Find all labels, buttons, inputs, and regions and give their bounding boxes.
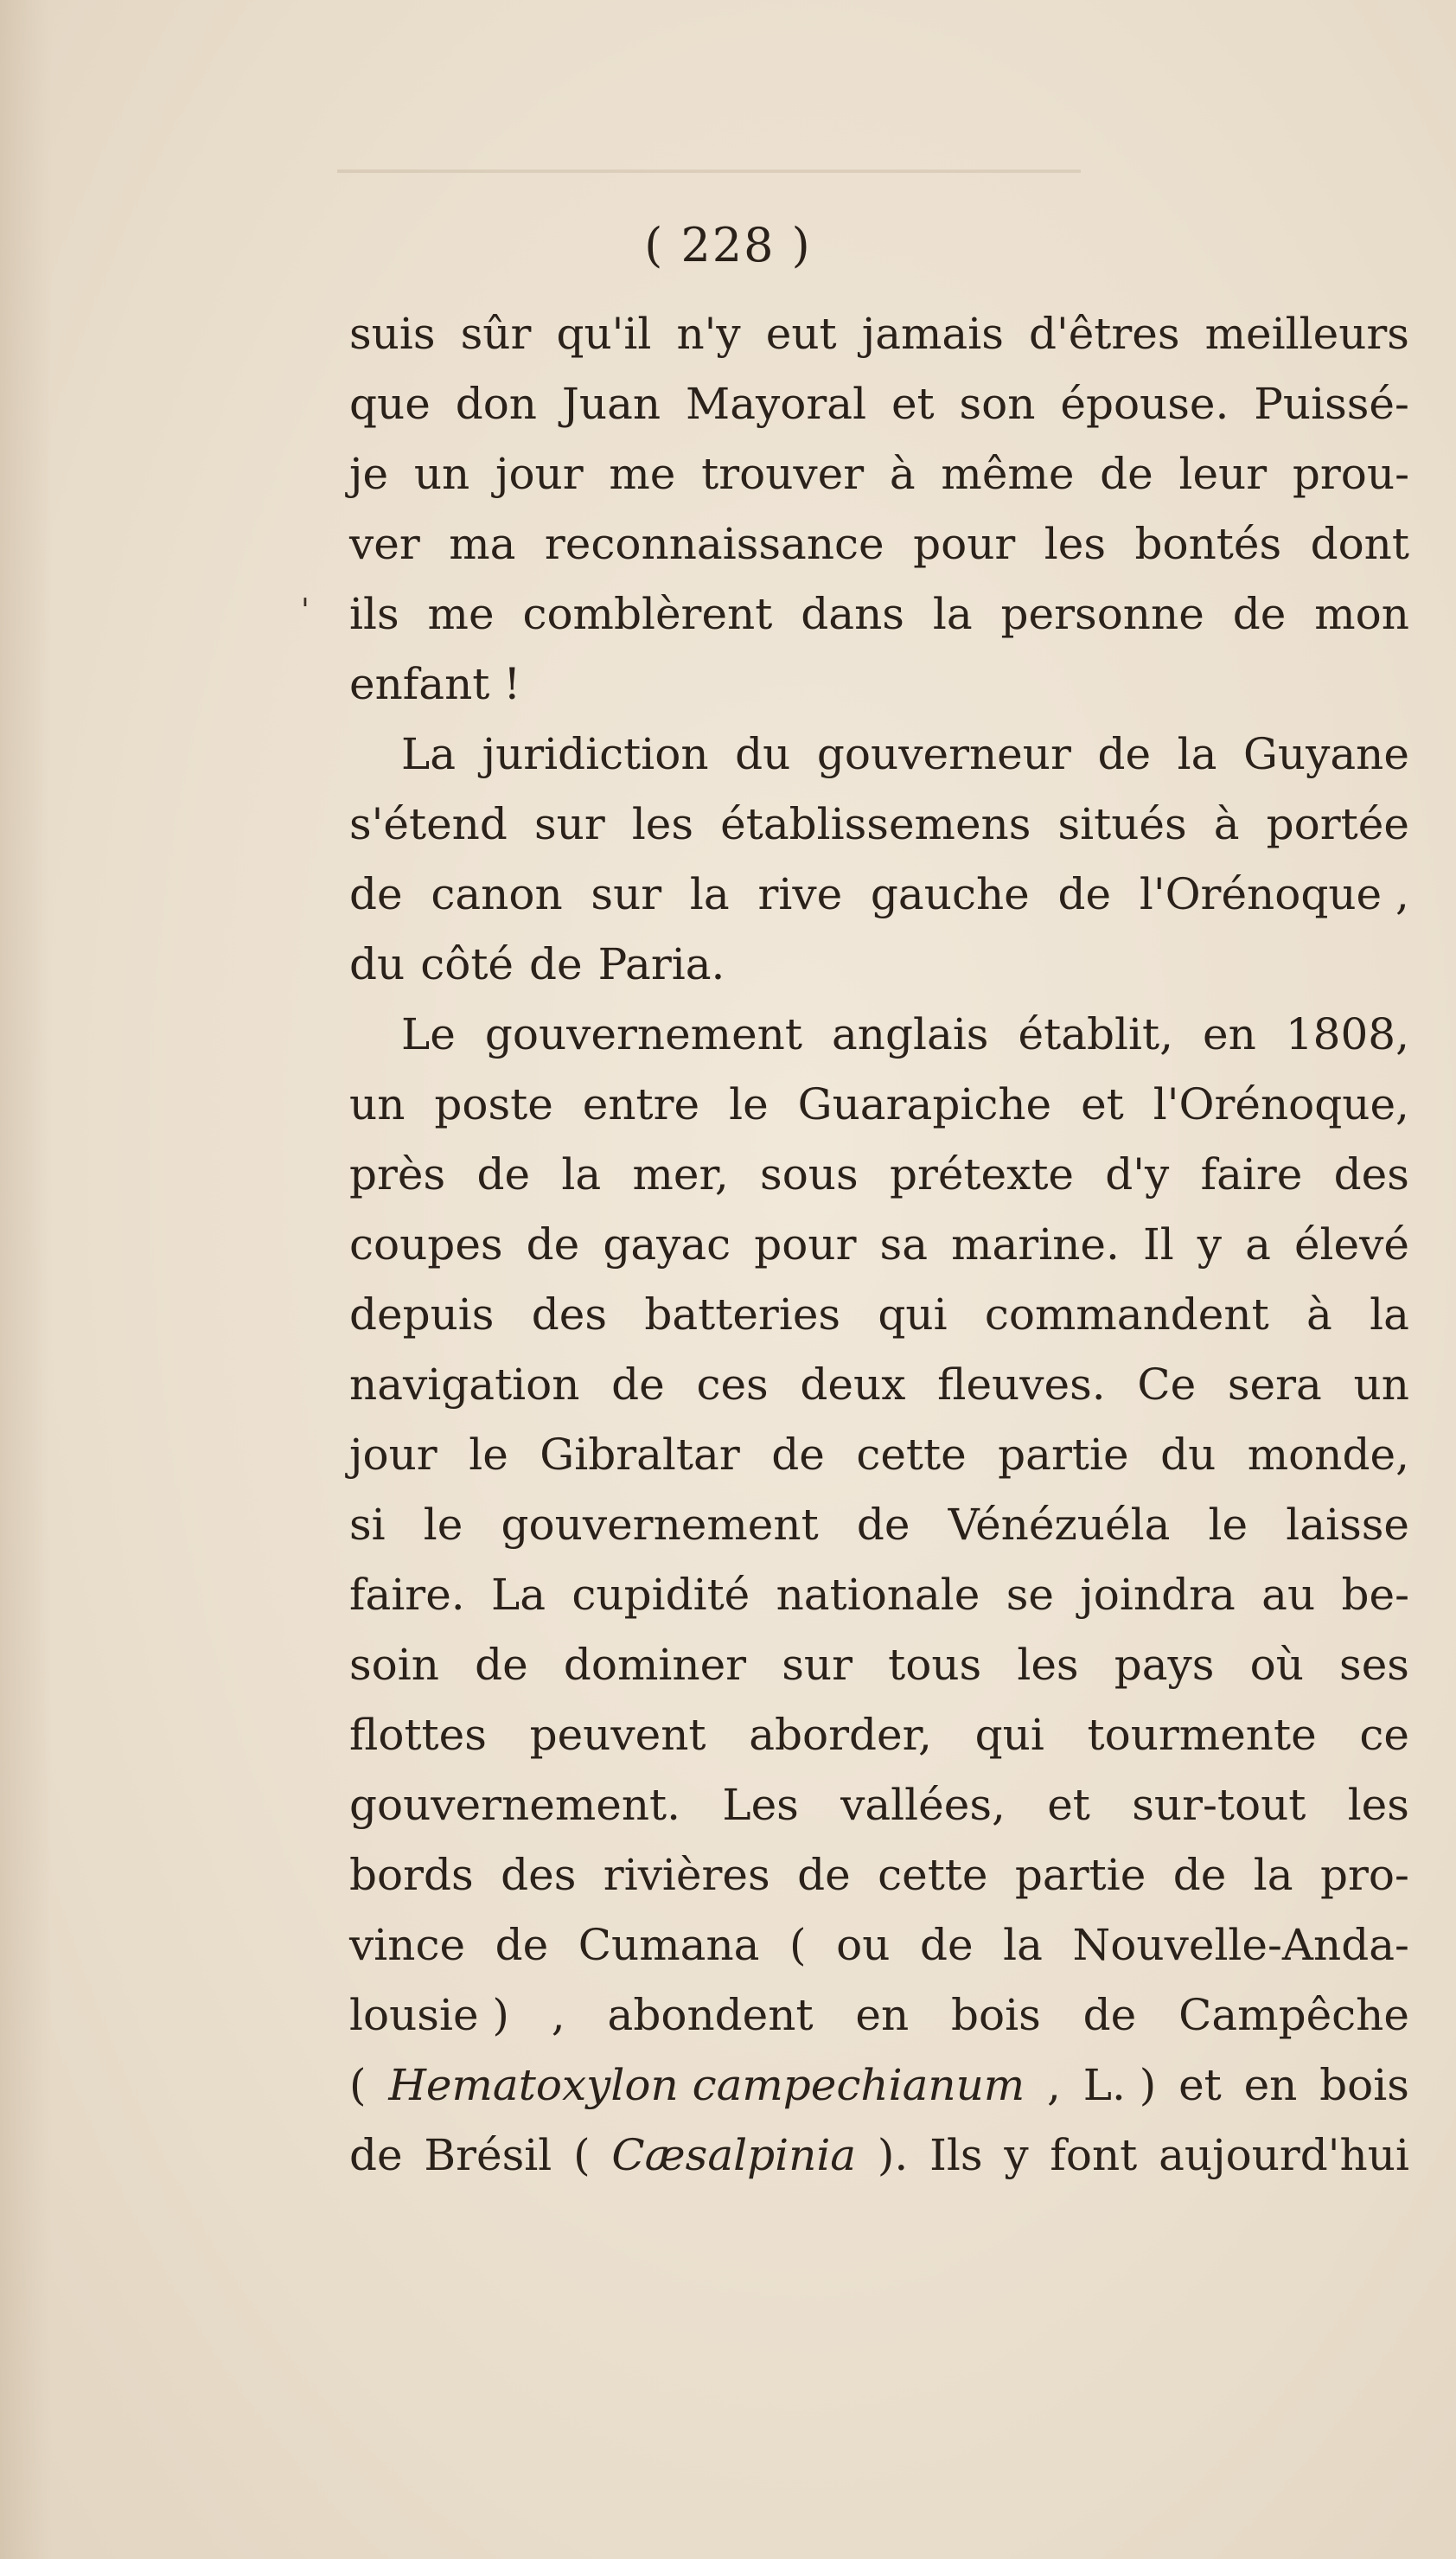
word: Brésil [424,2130,552,2180]
word: la [1253,1850,1293,1900]
word: ils [349,589,399,639]
word: la [1177,729,1217,779]
word: cupidité [572,1570,750,1620]
word: en [855,1990,910,2040]
word: sur [591,869,662,919]
word: Guarapiche [797,1079,1052,1129]
word: comblèrent [522,589,773,639]
word: rivières [603,1850,770,1900]
word: eut [765,309,837,359]
page-edge-shadow [0,0,52,2559]
word: ces [696,1359,769,1410]
word: portée [1266,799,1409,849]
word: ( [349,2060,367,2110]
word: de [495,1920,549,1970]
word: batteries [644,1289,841,1340]
word: en [1203,1009,1256,1059]
word: Campêche [1178,1990,1409,2040]
word: la [932,589,973,639]
word: bords [349,1850,474,1900]
word: mon [1314,589,1409,639]
word: de [771,1430,825,1480]
word: de [349,869,403,919]
word: Il [1142,1219,1174,1270]
word: flottes [349,1710,487,1760]
word: Le [401,1009,456,1059]
word: côté [420,939,514,989]
word: le [469,1430,508,1480]
word: à [889,449,916,499]
word: et [1081,1079,1124,1129]
word: de [1082,1990,1137,2040]
word: un [1353,1359,1409,1410]
word: joindra [1080,1570,1236,1620]
word: cette [856,1430,967,1480]
word: 1808, [1285,1009,1409,1059]
word: d'y [1105,1149,1170,1200]
text-line [349,649,1409,720]
word: entre [582,1079,700,1129]
word: de [1232,589,1287,639]
word: tourmente [1087,1710,1317,1760]
word: établit, [1018,1009,1173,1059]
word: bontés [1134,519,1282,569]
word: au [1261,1570,1316,1620]
word: gayac [603,1219,731,1270]
word: dont [1310,519,1409,569]
word: les [631,799,694,849]
word: un [413,449,470,499]
text-line [349,1630,1409,1700]
word: vince [349,1920,466,1970]
word: juridiction [482,729,709,779]
word: , [1047,2060,1061,2110]
word: La [491,1570,546,1620]
word: le [1208,1500,1248,1550]
word: ses [1339,1640,1409,1690]
text-line [349,1420,1409,1490]
word: sur [782,1640,853,1690]
word: vallées, [840,1780,1006,1830]
word: de [856,1500,910,1550]
word: bois [1319,2060,1409,2110]
word: , [551,1990,565,2040]
word: abondent [607,1990,814,2040]
word: trouver [701,449,865,499]
word: gouverneur [816,729,1071,779]
word: la [561,1149,602,1200]
word: situés [1057,799,1187,849]
word: qui [974,1710,1044,1760]
word: ce [1359,1710,1409,1760]
word: du [735,729,791,779]
text-line [349,369,1409,439]
word: pro- [1320,1850,1409,1900]
word: marine. [951,1219,1120,1270]
word: poste [434,1079,553,1129]
word: coupes [349,1219,503,1270]
word: Les [722,1780,799,1830]
word: leur [1178,449,1268,499]
text-line [349,720,1409,790]
word: anglais [832,1009,989,1059]
word: y [1004,2130,1029,2180]
word: à [1306,1289,1332,1340]
word: des [1333,1149,1409,1200]
word: Vénézuéla [948,1500,1171,1550]
word: Ce [1137,1359,1197,1410]
word: sera [1227,1359,1322,1410]
margin-mark: ' [301,593,310,629]
text-line [349,2121,1409,2191]
word: be- [1341,1570,1409,1620]
word: rive [757,869,843,919]
word: a [1245,1219,1271,1270]
word: la [1370,1289,1409,1340]
word: de [1057,869,1112,919]
word: partie [1014,1850,1146,1900]
word: partie [998,1430,1129,1480]
word: qu'il [556,309,652,359]
word: pays [1114,1640,1215,1690]
word: ma [449,519,516,569]
word: la [1003,1920,1043,1970]
word: Cumana [578,1920,760,1970]
word: la [689,869,730,919]
word: dominer [563,1640,747,1690]
word: si [349,1500,386,1550]
word: le [729,1079,769,1129]
text-line [349,1070,1409,1140]
word: aujourd'hui [1159,2130,1409,2180]
text-line [349,1490,1409,1560]
word: épouse. [1060,379,1229,429]
word: même [941,449,1075,499]
word: des [501,1850,577,1900]
text-line [349,790,1409,860]
word: gouvernement. [349,1780,681,1830]
word: de [1100,449,1153,499]
word: d'êtres [1028,309,1180,359]
word: deux [800,1359,906,1410]
word: navigation [349,1359,580,1410]
word: Juan [561,379,661,429]
word: où [1249,1640,1304,1690]
word: faire. [349,1570,465,1620]
word: prétexte [889,1149,1074,1200]
word: les [1044,519,1106,569]
page-number: ( 228 ) [644,218,812,272]
word: dans [801,589,904,639]
word: Ils [929,2130,983,2180]
word: Nouvelle-Anda- [1072,1920,1409,1970]
top-smudge-rule [337,170,1081,173]
word: tous [888,1640,982,1690]
word: gouvernement [501,1500,819,1550]
word: L. ) [1082,2060,1157,2110]
word: soin [349,1640,439,1690]
word: laisse [1286,1500,1409,1550]
word: sous [760,1149,859,1200]
word: cette [878,1850,988,1900]
word: établissemens [720,799,1031,849]
word: gauche [870,869,1030,919]
word: de [349,2130,403,2180]
word: de [475,1640,528,1690]
word: de [1172,1850,1227,1900]
text-line [349,299,1409,369]
word: de [476,1149,531,1200]
word: en [1243,2060,1298,2110]
word: de [529,939,583,989]
word: Gibraltar [540,1430,740,1480]
word: Cæsalpinia [611,2130,857,2180]
text-line [349,439,1409,509]
word: personne [1000,589,1204,639]
text-line [349,2050,1409,2121]
word: pour [754,1219,857,1270]
word: sa [879,1219,929,1270]
word: ou [836,1920,891,1970]
text-line [349,509,1409,579]
text-line [349,1980,1409,2050]
word: du [1160,1430,1217,1480]
text-line [349,860,1409,930]
word: les [1347,1780,1409,1830]
word: bois [951,1990,1041,2040]
text-line [349,1560,1409,1630]
body-text [349,299,1409,2191]
word: enfant ! [349,659,521,709]
word: Guyane [1242,729,1409,779]
word: à [1213,799,1240,849]
word: que [349,379,431,429]
text-line [349,1770,1409,1840]
word: ( [789,1920,807,1970]
word: du [349,939,406,989]
word: me [427,589,495,639]
word: commandent [984,1289,1269,1340]
word: Hematoxylon campechianum [388,2060,1025,2110]
text-line [349,930,1409,1000]
word: l'Orénoque , [1139,869,1409,919]
word: depuis [349,1289,495,1340]
word: monde, [1247,1430,1409,1480]
word: des [531,1289,608,1340]
word: nationale [776,1570,980,1620]
word: qui [878,1289,948,1340]
word: se [1006,1570,1054,1620]
word: n'y [676,309,741,359]
word: et [1047,1780,1090,1830]
word: le [423,1500,463,1550]
word: gouvernement [484,1009,802,1059]
word: fleuves. [937,1359,1106,1410]
text-line [349,1210,1409,1280]
word: de [526,1219,580,1270]
word: me [609,449,676,499]
word: prou- [1292,449,1409,499]
word: faire [1200,1149,1303,1200]
text-line [349,1700,1409,1770]
word: y [1197,1219,1223,1270]
word: meilleurs [1204,309,1409,359]
word: de [1097,729,1152,779]
word: jour [349,1430,437,1480]
text-line [349,1840,1409,1910]
word: jour [495,449,584,499]
word: ( [573,2130,591,2180]
word: ). [877,2130,909,2180]
text-line [349,1000,1409,1070]
word: La [401,729,457,779]
word: de [920,1920,974,1970]
word: sûr [460,309,532,359]
word: je [349,449,389,499]
word: ver [349,519,420,569]
word: sur-tout [1132,1780,1306,1830]
text-line [349,1910,1409,1980]
word: élevé [1293,1219,1409,1270]
word: peuvent [529,1710,706,1760]
text-line [349,579,1409,649]
word: Mayoral [686,379,867,429]
word: un [349,1079,406,1129]
word: et [1178,2060,1222,2110]
word: lousie ) [349,1990,509,2040]
word: s'étend [349,799,508,849]
word: son [959,379,1036,429]
word: aborder, [749,1710,932,1760]
word: près [349,1149,446,1200]
word: don [455,379,537,429]
text-line [349,1140,1409,1210]
word: pour [913,519,1016,569]
word: l'Orénoque, [1153,1079,1409,1129]
word: sur [533,799,605,849]
word: de [797,1850,851,1900]
text-line [349,1350,1409,1420]
word: Paria. [597,939,725,989]
word: suis [349,309,436,359]
word: mer, [632,1149,729,1200]
word: reconnaissance [544,519,884,569]
word: de [611,1359,665,1410]
word: et [891,379,935,429]
text-line [349,1280,1409,1350]
word: canon [431,869,563,919]
word: font [1050,2130,1138,2180]
word: les [1017,1640,1079,1690]
word: jamais [861,309,1004,359]
word: Puissé- [1254,379,1409,429]
